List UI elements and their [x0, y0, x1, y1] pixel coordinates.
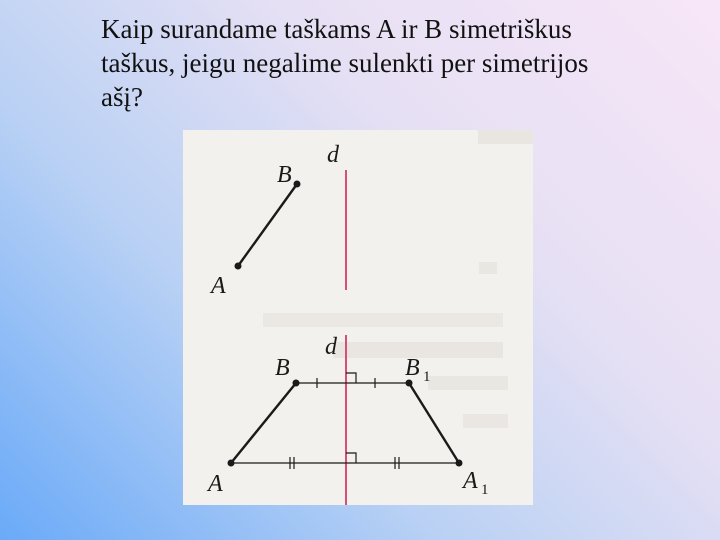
right-angle-mark-bottom — [346, 453, 356, 463]
top-point-b-label: B — [277, 162, 292, 188]
point-b1-subscript: 1 — [423, 369, 431, 385]
segment-a1b1 — [409, 383, 459, 463]
point-a-dot — [228, 460, 235, 467]
top-axis-label: d — [327, 142, 339, 168]
top-point-a-label: A — [211, 273, 226, 299]
bottom-axis-label: d — [325, 334, 337, 360]
point-b-dot — [293, 380, 300, 387]
textbook-figure — [183, 130, 533, 505]
point-a-label: A — [208, 471, 223, 497]
title-line-3: ašį? — [101, 82, 143, 112]
right-angle-mark-top — [346, 373, 356, 383]
point-a1-dot — [456, 460, 463, 467]
point-a1-label: A — [463, 468, 478, 494]
point-b1-label: B — [405, 355, 420, 381]
top-diagram — [209, 142, 346, 299]
symmetry-figure — [183, 130, 533, 505]
top-point-b-dot — [294, 181, 301, 188]
top-segment-ab — [238, 184, 297, 266]
segment-ab — [231, 383, 296, 463]
title-line-2: taškus, jeigu negalime sulenkti per simetrijos — [101, 48, 589, 78]
title-line-1: Kaip surandame taškams A ir B simetriškus — [101, 14, 572, 44]
point-a1-subscript: 1 — [481, 482, 489, 498]
point-b-label: B — [275, 355, 290, 381]
slide-title — [101, 12, 701, 114]
bottom-diagram — [206, 334, 489, 505]
top-point-a-dot — [235, 263, 242, 270]
